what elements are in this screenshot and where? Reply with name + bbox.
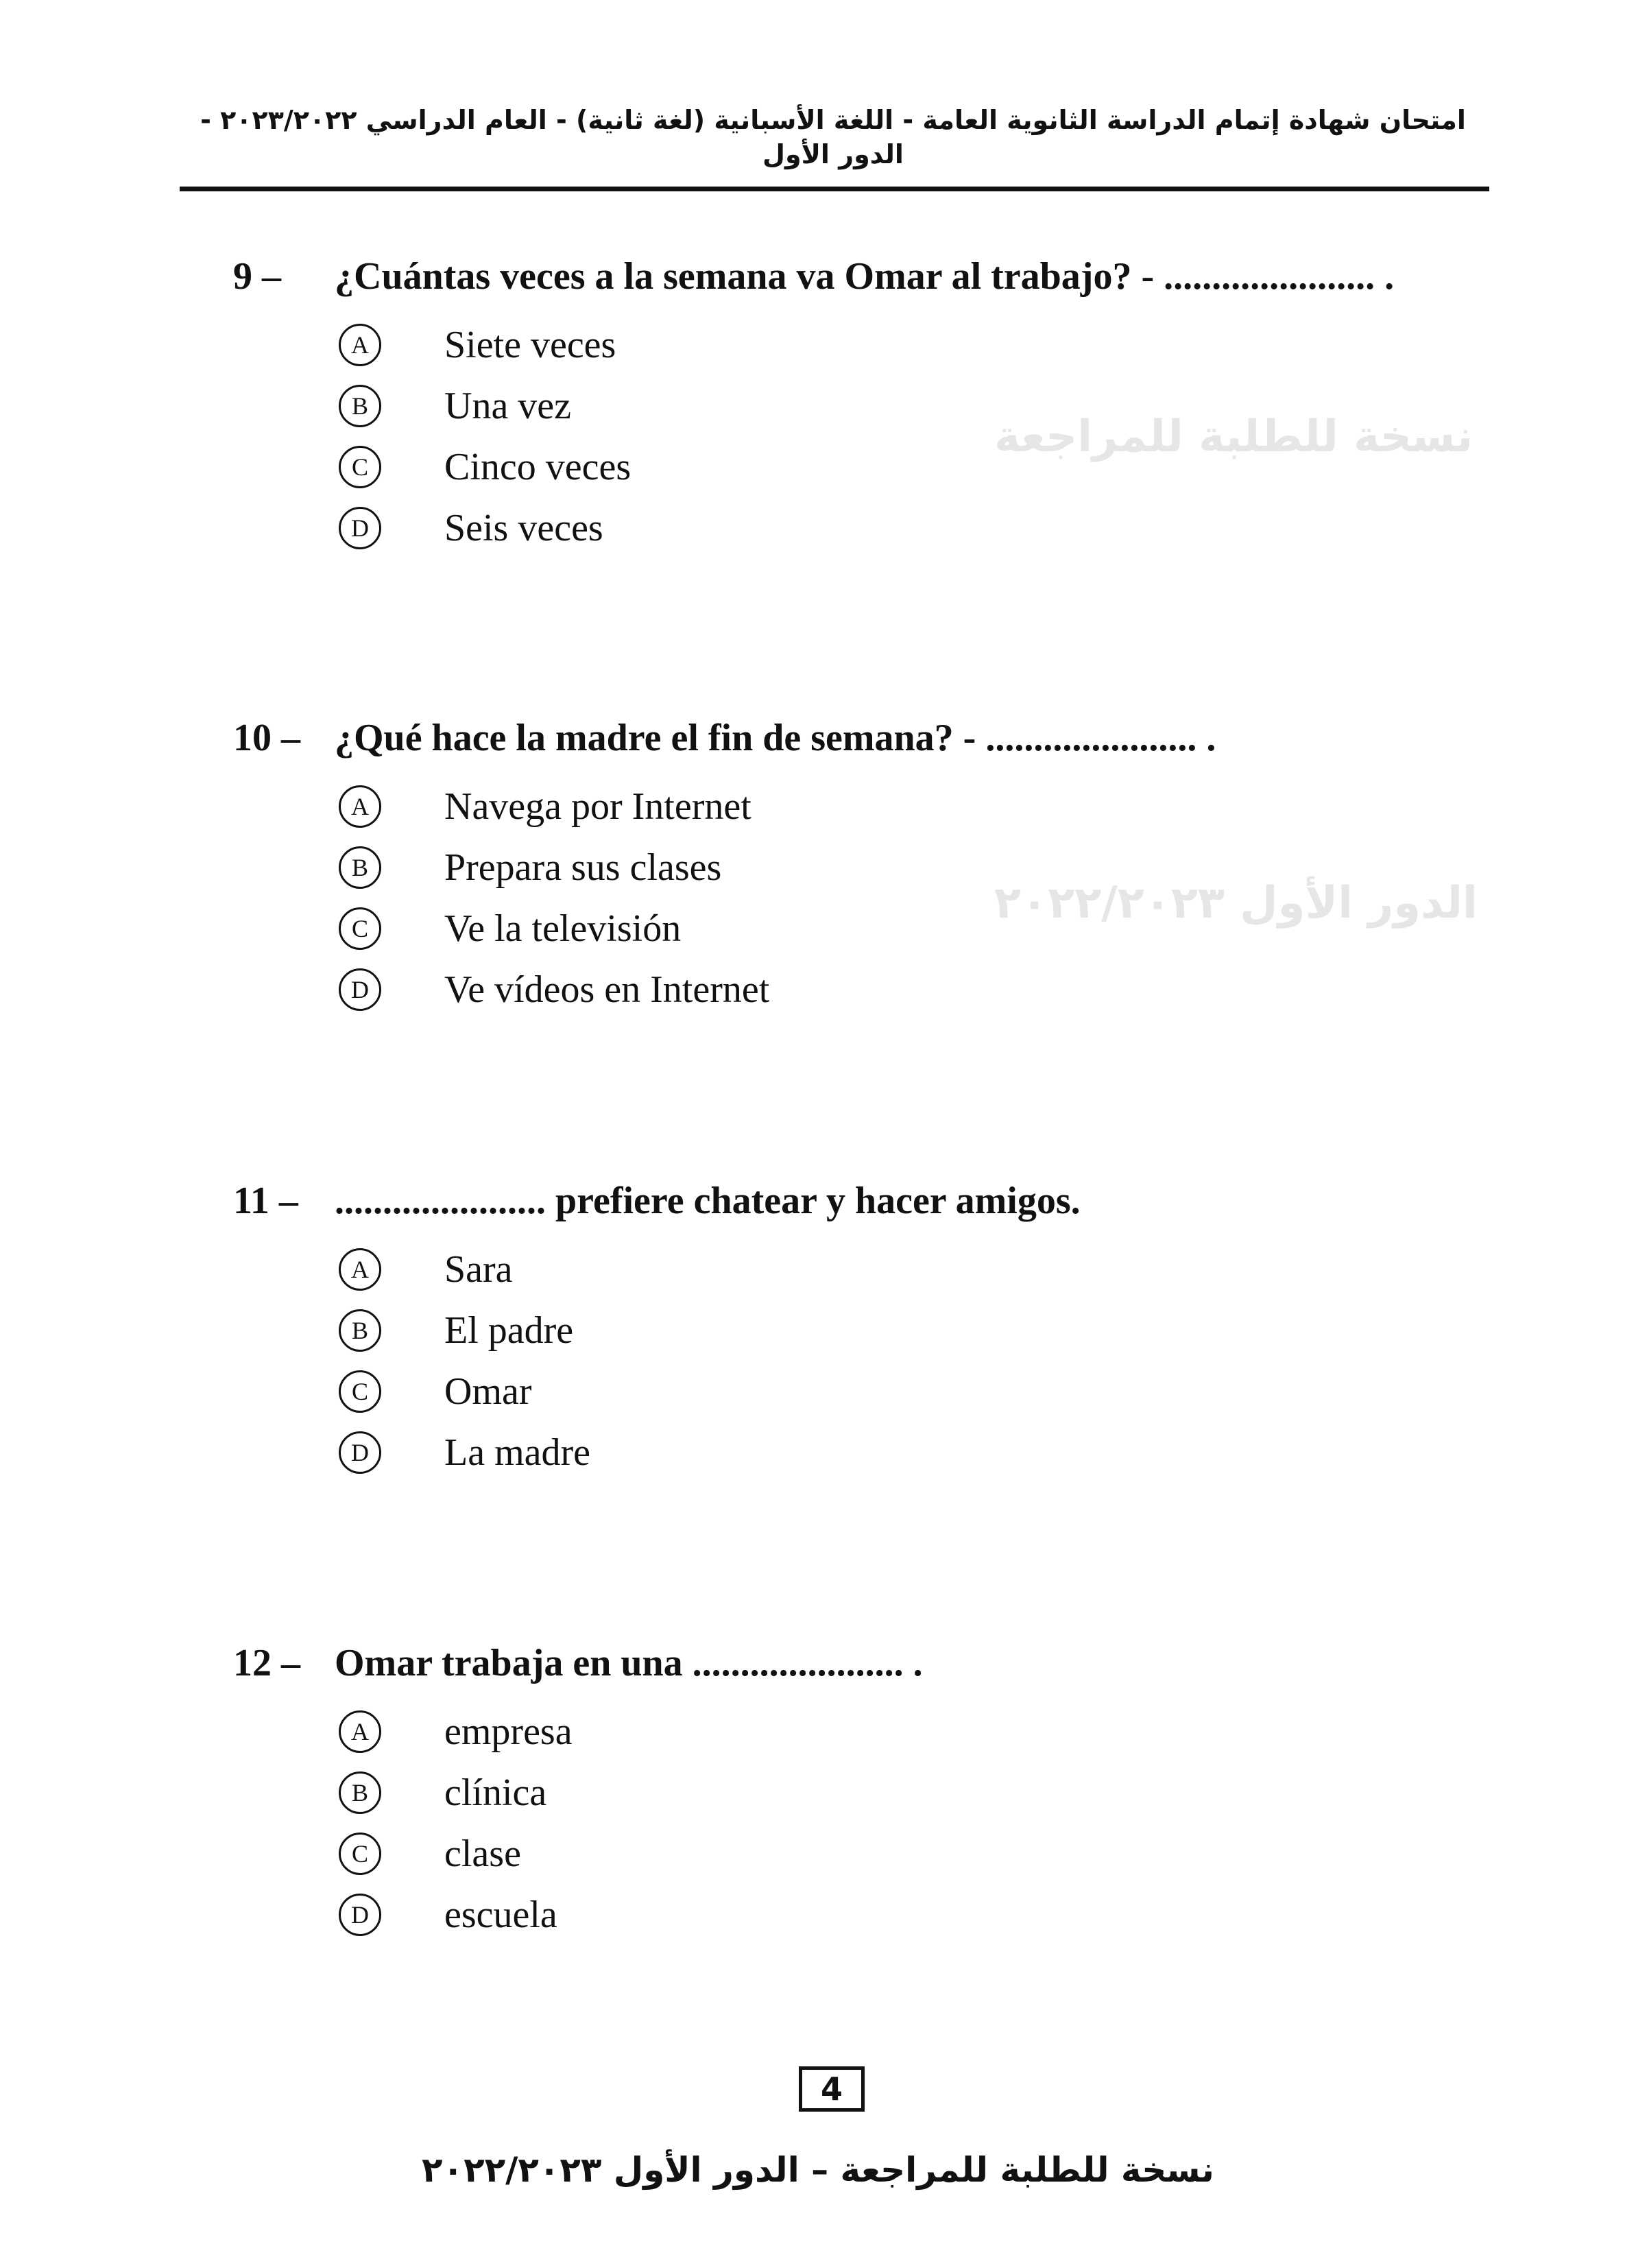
option-text: Sara	[444, 1248, 513, 1291]
page-number: 4	[799, 2066, 865, 2112]
option-text: Prepara sus clases	[444, 846, 722, 889]
option-text: Cinco veces	[444, 446, 631, 488]
question-number: 9 –	[233, 255, 281, 298]
question-10	[233, 715, 1216, 761]
header-divider	[180, 187, 1489, 191]
option-letter-circle[interactable]: D	[339, 968, 381, 1011]
watermark-text: نسخة للطلبة للمراجعة	[994, 411, 1473, 462]
option-text: Una vez	[444, 385, 572, 427]
option-a[interactable]	[339, 784, 751, 829]
question-text: Omar trabaja en una ...................... .	[335, 1642, 923, 1684]
option-b[interactable]	[339, 845, 721, 890]
option-text: Seis veces	[444, 507, 603, 549]
option-text: escuela	[444, 1894, 557, 1936]
question-11	[233, 1178, 1081, 1223]
option-letter-circle[interactable]: C	[339, 1370, 381, 1413]
option-a[interactable]	[339, 1247, 513, 1292]
option-text: empresa	[444, 1710, 573, 1753]
option-d[interactable]	[339, 967, 769, 1012]
footer-text: نسخة للطلبة للمراجعة – الدور الأول ٢٠٢٢/٢٠٢٣	[422, 2150, 1214, 2190]
question-text: ¿Cuántas veces a la semana va Omar al trabajo? - ...................... .	[335, 255, 1395, 298]
question-text: ...................... prefiere chatear y hacer amigos.	[335, 1180, 1081, 1222]
option-a[interactable]	[339, 322, 616, 368]
option-letter-circle[interactable]: B	[339, 385, 381, 427]
option-b[interactable]	[339, 1308, 573, 1353]
option-b[interactable]	[339, 1770, 546, 1815]
option-text: Ve vídeos en Internet	[444, 968, 770, 1011]
option-letter-circle[interactable]: C	[339, 1833, 381, 1875]
question-number: 10 –	[233, 717, 300, 759]
option-c[interactable]	[339, 444, 631, 490]
option-letter-circle[interactable]: A	[339, 1248, 381, 1291]
option-d[interactable]	[339, 1430, 590, 1475]
option-c[interactable]	[339, 1369, 532, 1414]
option-text: La madre	[444, 1431, 590, 1474]
option-b[interactable]	[339, 383, 571, 429]
option-letter-circle[interactable]: A	[339, 324, 381, 366]
question-12	[233, 1640, 923, 1686]
exam-header: امتحان شهادة إتمام الدراسة الثانوية العامة - اللغة الأسبانية (لغة ثانية) - العام الدراسي ٢٠٢٣/٢٠٢٢ - الدور الأول	[200, 105, 1466, 169]
option-d[interactable]	[339, 505, 603, 551]
option-letter-circle[interactable]: D	[339, 1431, 381, 1474]
option-letter-circle[interactable]: A	[339, 1710, 381, 1753]
option-letter-circle[interactable]: B	[339, 1771, 381, 1814]
option-text: clase	[444, 1833, 521, 1875]
option-text: El padre	[444, 1309, 574, 1352]
option-text: Siete veces	[444, 324, 616, 366]
watermark-text: الدور الأول ٢٠٢٢/٢٠٢٣	[994, 878, 1478, 929]
option-d[interactable]	[339, 1892, 557, 1937]
option-c[interactable]	[339, 906, 681, 951]
question-number: 11 –	[233, 1180, 298, 1222]
option-c[interactable]	[339, 1831, 521, 1876]
option-letter-circle[interactable]: C	[339, 907, 381, 950]
option-letter-circle[interactable]: C	[339, 446, 381, 488]
option-letter-circle[interactable]: B	[339, 846, 381, 889]
option-letter-circle[interactable]: A	[339, 785, 381, 828]
option-letter-circle[interactable]: D	[339, 1894, 381, 1936]
option-letter-circle[interactable]: D	[339, 507, 381, 549]
option-letter-circle[interactable]: B	[339, 1309, 381, 1352]
question-number: 12 –	[233, 1642, 300, 1684]
option-text: Ve la televisión	[444, 907, 682, 950]
question-text: ¿Qué hace la madre el fin de semana? - ...................... .	[335, 717, 1216, 759]
option-a[interactable]	[339, 1709, 573, 1754]
option-text: Omar	[444, 1370, 532, 1413]
option-text: clínica	[444, 1771, 547, 1814]
question-9	[233, 254, 1394, 299]
option-text: Navega por Internet	[444, 785, 751, 828]
